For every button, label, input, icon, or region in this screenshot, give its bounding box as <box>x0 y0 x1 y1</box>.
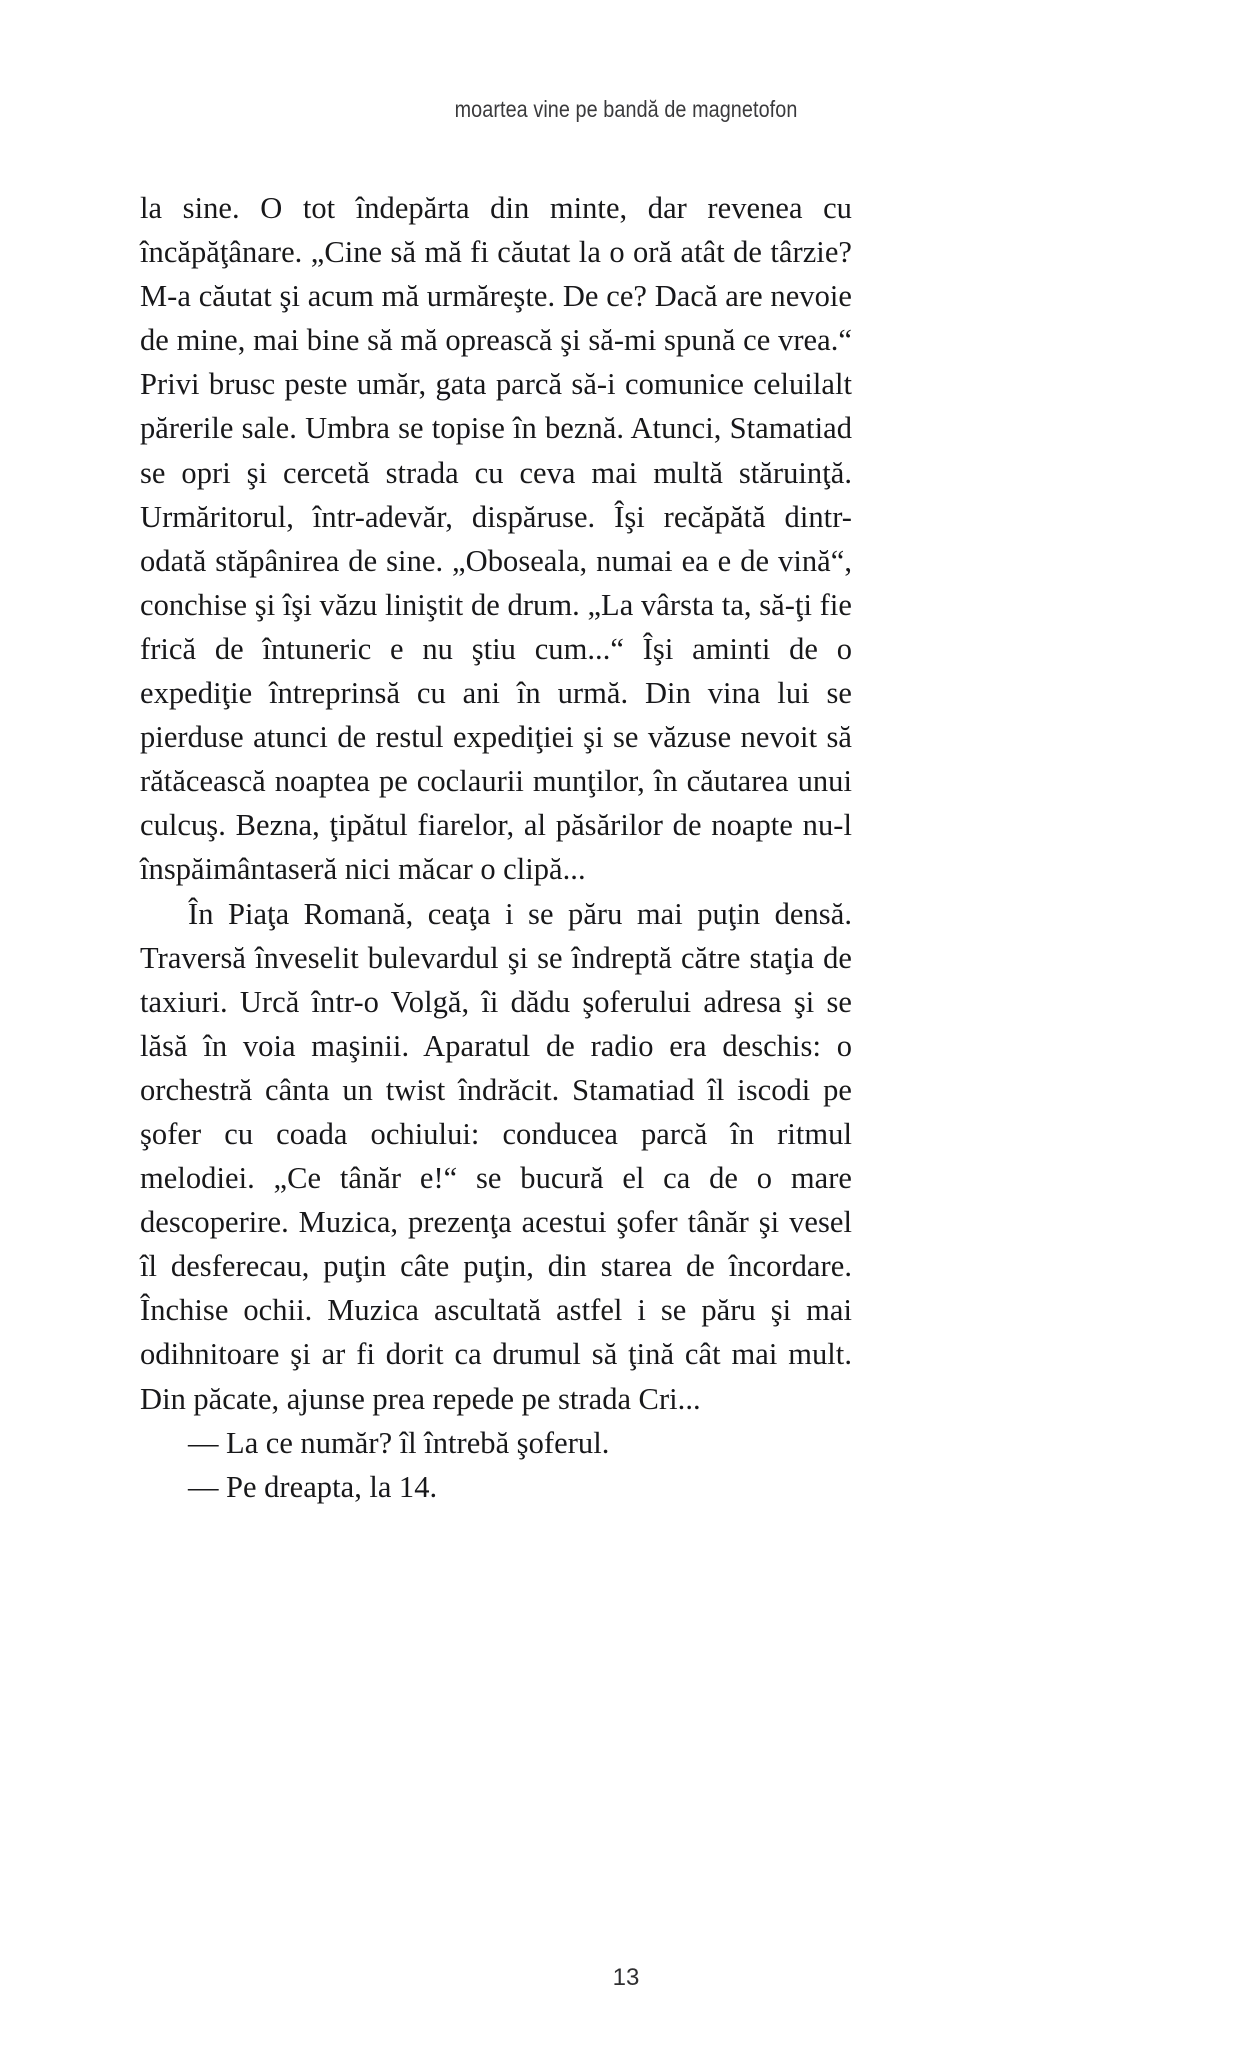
running-head: moartea vine pe bandă de magnetofon <box>454 96 798 122</box>
paragraph-continuation: la sine. O tot îndepărta din minte, dar revenea cu încăpăţânare. „Cine să mă fi căutat la o oră atât de târzie? M-a căutat şi acum mă urmăreşte. De ce? Dacă are nevoie de mine, mai bine să mă oprească şi să-mi spună ce vrea.“ Privi brusc peste umăr, gata parcă să-i comunice celuilalt părerile sale. Umbra se topise în beznă. Atunci, Stamatiad se opri şi cercetă strada cu ceva mai multă stăruinţă. Urmăritorul, într-adevăr, dispăruse. Îşi recăpătă dintr-odată stăpânirea de sine. „Oboseala, numai ea e de vină“, conchise şi îşi văzu liniştit de drum. „La vârsta ta, să-ţi fie frică de întuneric e nu ştiu cum...“ Îşi aminti de o expediţie întreprinsă cu ani în urmă. Din vina lui se pierduse atunci de restul expediţiei şi se văzuse nevoit să rătăcească noaptea pe coclaurii munţilor, în căutarea unui culcuş. Bezna, ţipătul fiarelor, al păsărilor de noapte nu-l înspăimântaseră nici măcar o clipă... <box>140 191 852 887</box>
dialogue-line-address-answer: — Pe dreapta, la 14. <box>188 1469 438 1504</box>
body-text-block <box>140 186 852 1509</box>
paragraph-piata-romana: În Piaţa Romană, ceaţa i se păru mai puţin densă. Traversă înveselit bulevardul şi se îndreptă către staţia de taxiuri. Urcă într-o Volgă, îi dădu şoferului adresa şi se lăsă în voia maşinii. Aparatul de radio era deschis: o orchestră cânta un twist îndrăcit. Stamatiad îl iscodi pe şofer cu coada ochiului: conducea parcă în ritmul melodiei. „Ce tânăr e!“ se bucură el ca de o mare descoperire. Muzica, prezenţa acestui şofer tânăr şi vesel îl desferecau, puţin câte puţin, din starea de încordare. Închise ochii. Muzica ascultată astfel i se păru şi mai odihnitoare şi ar fi dorit ca drumul să ţină cât mai mult. Din păcate, ajunse prea repede pe strada Cri... <box>140 896 852 1416</box>
dialogue-line-driver-question: — La ce număr? îl întrebă şoferul. <box>188 1425 610 1460</box>
page-number: 13 <box>612 1964 640 1991</box>
